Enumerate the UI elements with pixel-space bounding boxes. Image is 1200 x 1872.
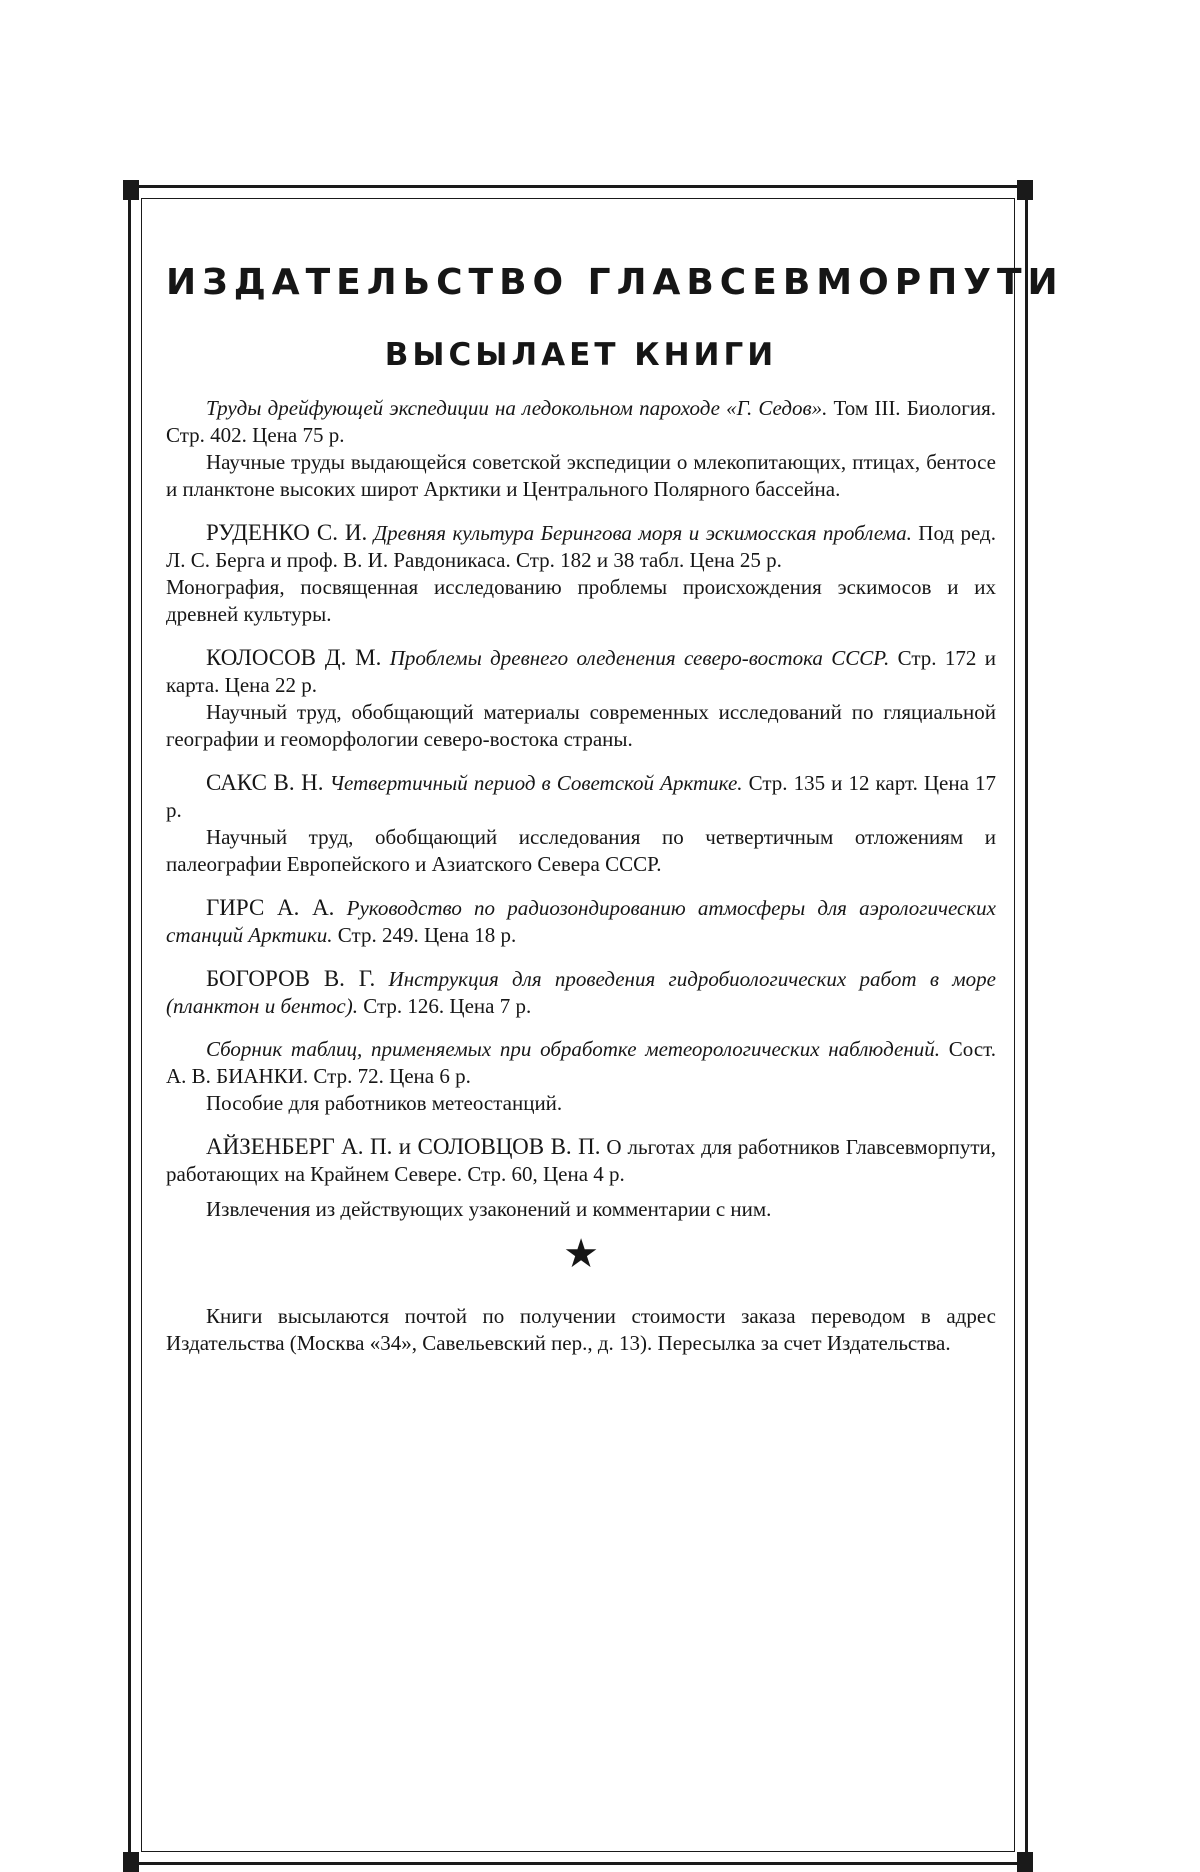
book-title: Руководство по радиозондированию атмосферы для аэрологических станций Арктики.	[166, 896, 997, 947]
book-entry	[166, 519, 996, 628]
book-author: КОЛОСОВ Д. М.	[206, 645, 382, 670]
book-entry	[166, 1036, 996, 1117]
book-title: Инструкция для проведения гидробиологических работ в море (планктон и бентос).	[166, 967, 996, 1018]
book-citation	[166, 644, 996, 699]
book-entry	[166, 1133, 996, 1188]
corner-ornament	[1017, 1852, 1033, 1872]
book-entry	[166, 644, 996, 753]
book-annotation: Пособие для работников метеостанций.	[206, 1091, 563, 1115]
book-details: Стр. 249. Цена 18 р.	[337, 923, 517, 947]
book-author: БОГОРОВ В. Г.	[206, 966, 376, 991]
book-entry	[166, 894, 996, 949]
book-title: Сборник таблиц, применяемых при обработке метеорологических наблюдений.	[206, 1037, 941, 1061]
book-title: Древняя культура Берингова моря и эскимосская проблема.	[373, 521, 912, 545]
book-annotation: Научный труд, обобщающий исследования по четвертичным отложениям и палеографии Европейского и Азиатского Севера СССР.	[166, 825, 996, 876]
book-citation	[166, 395, 996, 449]
book-details: Стр. 172 и карта. Цена 22 р.	[166, 646, 997, 697]
book-title: Труды дрейфующей экспедиции на ледокольном пароходе «Г. Седов».	[206, 396, 828, 420]
book-citation	[166, 965, 996, 1020]
book-entry	[166, 769, 996, 878]
book-citation	[166, 894, 996, 949]
publisher-subtitle: ВЫСЫЛАЕТ КНИГИ	[384, 337, 778, 373]
corner-ornament	[1017, 180, 1033, 200]
book-entry	[166, 395, 996, 503]
star-icon: ★	[563, 1231, 599, 1277]
book-citation	[166, 1133, 996, 1188]
book-details: Под ред. Л. С. Берга и проф. В. И. Равдоникаса. Стр. 182 и 38 табл. Цена 25 р.	[166, 521, 996, 572]
book-citation	[166, 519, 996, 574]
advertisement-content	[166, 262, 1064, 1357]
book-annotation: Научные труды выдающейся советской экспедиции о млекопитающих, птицах, бентосе и планктоне высоких широт Арктики и Центрального Полярного бассейна.	[166, 450, 996, 501]
corner-ornament	[123, 1852, 139, 1872]
book-details: Стр. 135 и 12 карт. Цена 17 р.	[166, 771, 997, 822]
book-details: Том III. Биология. Стр. 402. Цена 75 р.	[166, 396, 996, 447]
order-instructions: Книги высылаются почтой по получении стоимости заказа переводом в адрес Издательства (Москва «34», Савельевский пер., д. 13). Пересылка за счет Издательства.	[166, 1304, 996, 1355]
book-details: О льготах для работников Главсевморпути, работающих на Крайнем Севере. Стр. 60, Цена 4 р.	[166, 1135, 996, 1186]
book-author: РУДЕНКО С. И.	[206, 520, 368, 545]
book-details: Стр. 126. Цена 7 р.	[363, 994, 532, 1018]
book-annotation: Монография, посвященная исследованию проблемы происхождения эскимосов и их древней культуры.	[166, 575, 996, 626]
extract-note: Извлечения из действующих узаконений и комментарии с ним.	[206, 1197, 772, 1221]
book-citation	[166, 769, 996, 824]
publisher-title: ИЗДАТЕЛЬСТВО ГЛАВСЕВМОРПУТИ	[166, 262, 1064, 303]
book-author: ГИРС А. А.	[206, 895, 335, 920]
corner-ornament	[123, 180, 139, 200]
book-entry	[166, 965, 996, 1020]
book-details: Сост. А. В. БИАНКИ. Стр. 72. Цена 6 р.	[166, 1037, 996, 1088]
book-citation	[166, 1036, 996, 1090]
book-title: Проблемы древнего оледенения северо-востока СССР.	[389, 646, 890, 670]
book-annotation: Научный труд, обобщающий материалы современных исследований по гляциальной географии и геоморфологии северо-востока страны.	[166, 700, 996, 751]
book-author: САКС В. Н.	[206, 770, 324, 795]
book-title: Четвертичный период в Советской Арктике.	[329, 771, 743, 795]
book-author: АЙЗЕНБЕРГ А. П. и СОЛОВЦОВ В. П.	[206, 1134, 601, 1159]
